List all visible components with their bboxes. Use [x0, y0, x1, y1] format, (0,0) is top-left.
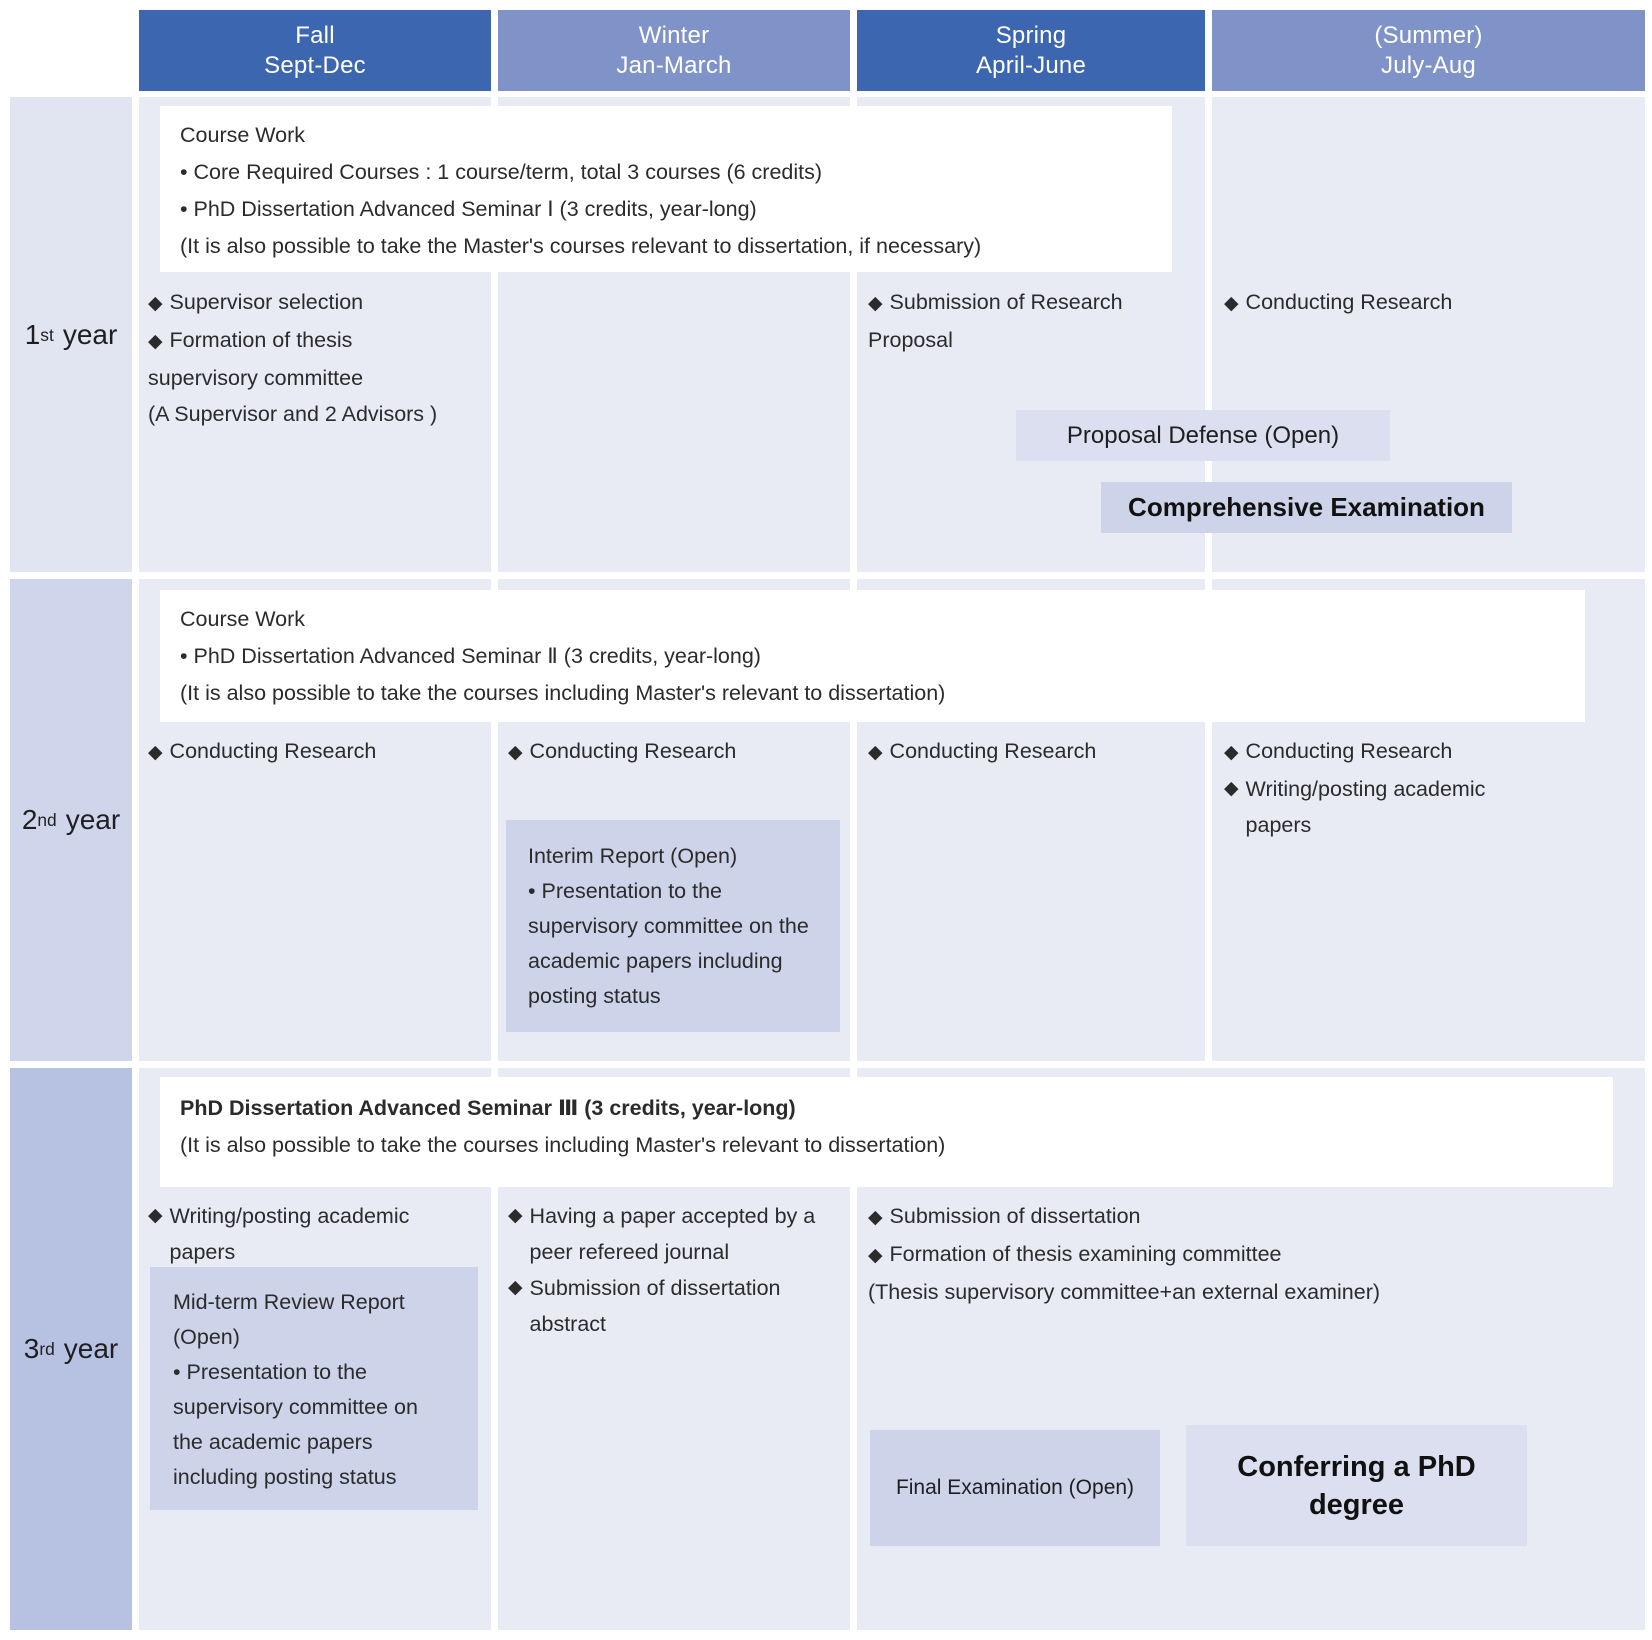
year-number: 3: [23, 1333, 40, 1364]
course-line: • PhD Dissertation Advanced Seminar Ⅰ (3 credits, year-long): [180, 197, 757, 221]
year-number: 1: [24, 318, 41, 350]
milestone-box-final-examination: [870, 1430, 1160, 1546]
season-name: (Summer): [1374, 21, 1483, 49]
activity-text: Formation of thesis examining committee: [889, 1242, 1282, 1266]
milestone-label: Comprehensive Examination: [1128, 492, 1485, 522]
season-name: Winter: [638, 21, 710, 49]
course-work-box-year1: [160, 106, 1172, 272]
activity-text: Conducting Research: [529, 739, 737, 763]
activity-text: Having a paper accepted by a peer refereed journal: [529, 1204, 816, 1264]
year-word: year: [65, 804, 121, 835]
activities-year2-winter: [508, 733, 838, 771]
activity-item: [868, 1236, 1628, 1274]
activity-text: Conducting Research: [889, 739, 1097, 763]
course-line: • Core Required Courses : 1 course/term, total 3 courses (6 credits): [180, 160, 823, 184]
activity-item: [508, 733, 838, 771]
activities-year1-spring: [868, 284, 1168, 358]
course-line: (It is also possible to take the courses including Master's relevant to dissertation): [180, 1133, 946, 1157]
course-line: (It is also possible to take the courses including Master's relevant to dissertation): [180, 681, 946, 705]
course-work-box-year3: [160, 1077, 1613, 1187]
season-name: Spring: [995, 21, 1067, 49]
report-box-title: Mid-term Review Report (Open): [173, 1290, 405, 1349]
course-line: Course Work: [180, 607, 306, 631]
activity-text: Writing/posting academic papers: [169, 1204, 410, 1264]
year-number: 2: [21, 804, 38, 835]
activity-item: [868, 733, 1198, 771]
activity-item: [148, 1198, 458, 1270]
activity-text: Submission of dissertation: [889, 1204, 1141, 1228]
season-header-fall: [139, 10, 491, 91]
interim-report-box: [506, 820, 840, 1032]
diamond-bullet: ◆: [508, 1277, 523, 1298]
diamond-bullet: ◆: [508, 1205, 523, 1226]
season-months: Sept-Dec: [264, 51, 366, 79]
year-2-label: 2 nd year: [10, 579, 132, 1061]
diamond-bullet: ◆: [508, 742, 523, 763]
activity-item: [1224, 733, 1534, 771]
diamond-bullet: ◆: [148, 1205, 163, 1226]
diamond-bullet: ◆: [868, 293, 883, 314]
course-line: PhD Dissertation Advanced Seminar Ⅲ (3 credits, year-long): [180, 1096, 796, 1120]
diamond-bullet: ◆: [148, 742, 163, 763]
activity-text: Submission of Research Proposal: [868, 290, 1123, 352]
activity-item: [508, 1270, 838, 1342]
report-box-body: • Presentation to the supervisory committee on the academic papers including posting status: [528, 879, 809, 1008]
activities-year2-fall: [148, 733, 478, 771]
season-header-spring: [857, 10, 1205, 91]
diamond-bullet: ◆: [868, 1245, 883, 1266]
milestone-label: Proposal Defense (Open): [1066, 421, 1340, 449]
course-line: (It is also possible to take the Master's courses relevant to dissertation, if necessary): [180, 234, 982, 258]
activity-item: [148, 284, 448, 322]
activity-item: [148, 322, 448, 396]
report-box-title: Interim Report (Open): [528, 844, 738, 868]
activities-year1-summer: [1224, 284, 1634, 322]
season-header-winter: [498, 10, 850, 91]
milestone-box-conferring-degree: [1186, 1425, 1527, 1546]
activity-item: [1224, 771, 1534, 843]
activity-text: Formation of thesis supervisory committee: [148, 328, 364, 390]
activity-text: Writing/posting academic papers: [1245, 777, 1486, 837]
activity-item: [868, 284, 1168, 358]
season-months: July-Aug: [1381, 51, 1476, 79]
course-line: Course Work: [180, 123, 306, 147]
season-months: April-June: [975, 51, 1087, 79]
diamond-bullet: ◆: [1224, 742, 1239, 763]
milestone-box-proposal-defense: [1016, 410, 1390, 461]
activity-text: Conducting Research: [1245, 739, 1453, 763]
activities-year3-spring-summer: [868, 1198, 1628, 1310]
report-box-body: • Presentation to the supervisory committee on the academic papers including posting status: [173, 1360, 418, 1489]
activity-text: Conducting Research: [1245, 290, 1453, 314]
year-3-label: 3 rd year: [10, 1068, 132, 1630]
activity-item: [1224, 284, 1634, 322]
activity-item: [148, 733, 478, 771]
milestone-box-comprehensive-exam: [1101, 482, 1512, 533]
diamond-bullet: ◆: [868, 1207, 883, 1228]
activities-year1-fall: [148, 284, 448, 432]
activities-year2-summer: [1224, 733, 1534, 843]
season-months: Jan-March: [616, 51, 732, 79]
diamond-bullet: ◆: [1224, 778, 1239, 799]
activity-text: Submission of dissertation abstract: [529, 1276, 781, 1336]
activities-year3-winter: [508, 1198, 838, 1342]
course-work-box-year2: [160, 590, 1585, 722]
year-1-label: 1 st year: [10, 97, 132, 572]
activities-year3-fall: [148, 1198, 458, 1270]
season-header-summer: [1212, 10, 1645, 91]
diamond-bullet: ◆: [148, 331, 163, 352]
milestone-label: Final Examination (Open): [895, 1476, 1135, 1499]
milestone-label: Conferring a PhD degree: [1237, 1450, 1476, 1521]
activity-text: Supervisor selection: [169, 290, 364, 314]
activity-item: [508, 1198, 838, 1270]
activity-note: (Thesis supervisory committee+an external examiner): [868, 1280, 1381, 1304]
season-name: Fall: [295, 21, 335, 49]
year-word: year: [63, 1333, 119, 1364]
year-word: year: [62, 318, 118, 350]
diamond-bullet: ◆: [868, 742, 883, 763]
activities-year2-spring: [868, 733, 1198, 771]
activity-text: Conducting Research: [169, 739, 377, 763]
diamond-bullet: ◆: [1224, 293, 1239, 314]
midterm-review-box: [150, 1267, 478, 1510]
course-line: • PhD Dissertation Advanced Seminar Ⅱ (3 credits, year-long): [180, 644, 761, 668]
diamond-bullet: ◆: [148, 293, 163, 314]
activity-note: (A Supervisor and 2 Advisors ): [148, 402, 438, 426]
activity-item: [868, 1198, 1628, 1236]
